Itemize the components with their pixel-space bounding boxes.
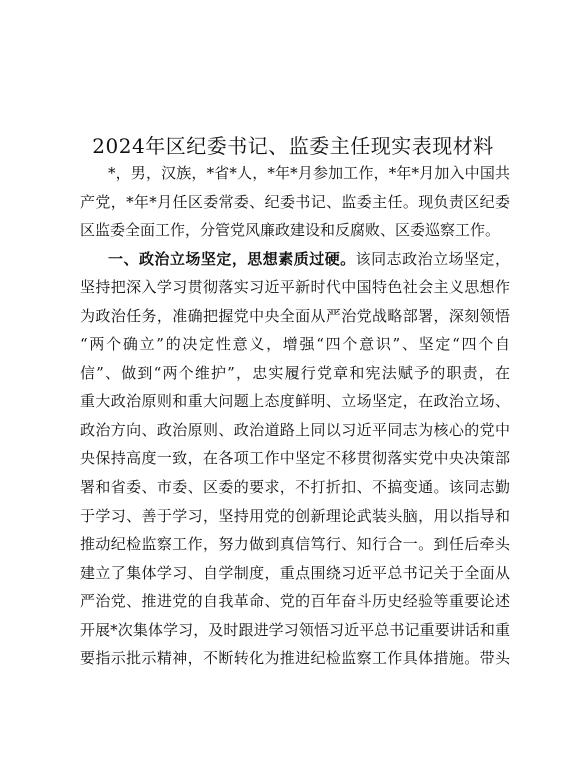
paragraph-line: 建立了集体学习、自学制度，重点围绕习近平总书记关于全面从	[80, 563, 510, 582]
document-body	[80, 159, 510, 673]
paragraph-line: 开展*次集体学习，及时跟进学习领悟习近平总书记重要讲话和重	[80, 620, 510, 639]
paragraph-line: 产党，*年*月任区委常委、纪委书记、监委主任。现负责区纪委	[80, 192, 510, 211]
paragraph-line: 于学习、善于学习，坚持用党的创新理论武装头脑，用以指导和	[80, 506, 510, 525]
section-heading-rest: 该同志政治立场坚定，	[355, 249, 510, 268]
section-heading: 一、政治立场坚定，思想素质过硬。	[108, 249, 356, 268]
paragraph-line: 要指示批示精神，不断转化为推进纪检监察工作具体措施。带头	[80, 649, 510, 668]
paragraph-line: “两个确立”的决定性意义，增强“四个意识”、坚定“四个自	[80, 335, 510, 354]
page-title: 2024年区纪委书记、监委主任现实表现材料	[92, 134, 494, 158]
paragraph-line: 区监委全面工作，分管党风廉政建设和反腐败、区委巡察工作。	[80, 221, 501, 240]
paragraph-line: 重大政治原则和重大问题上态度鲜明、立场坚定，在政治立场、	[80, 392, 510, 411]
section-heading-line	[80, 245, 510, 274]
paragraph-line: 严治党、推进党的自我革命、党的百年奋斗历史经验等重要论述	[80, 592, 510, 611]
paragraph-line: 坚持把深入学习贯彻落实习近平新时代中国特色社会主义思想作	[80, 278, 510, 297]
paragraph-line: 推动纪检监察工作，努力做到真信笃行、知行合一。到任后牵头	[80, 535, 510, 554]
paragraph-line: *，男，汉族，*省*人，*年*月参加工作，*年*月加入中国共	[108, 164, 510, 182]
paragraph-line: 署和省委、市委、区委的要求，不打折扣、不搞变通。该同志勤	[80, 478, 510, 497]
paragraph-line: 信”、做到“两个维护”，忠实履行党章和宪法赋予的职责，在	[80, 363, 510, 382]
paragraph-line: 央保持高度一致，在各项工作中坚定不移贯彻落实党中央决策部	[80, 449, 510, 468]
paragraph-line: 政治方向、政治原则、政治道路上同以习近平同志为核心的党中	[80, 420, 510, 439]
paragraph-line: 为政治任务，准确把握党中央全面从严治党战略部署，深刻领悟	[80, 306, 510, 325]
